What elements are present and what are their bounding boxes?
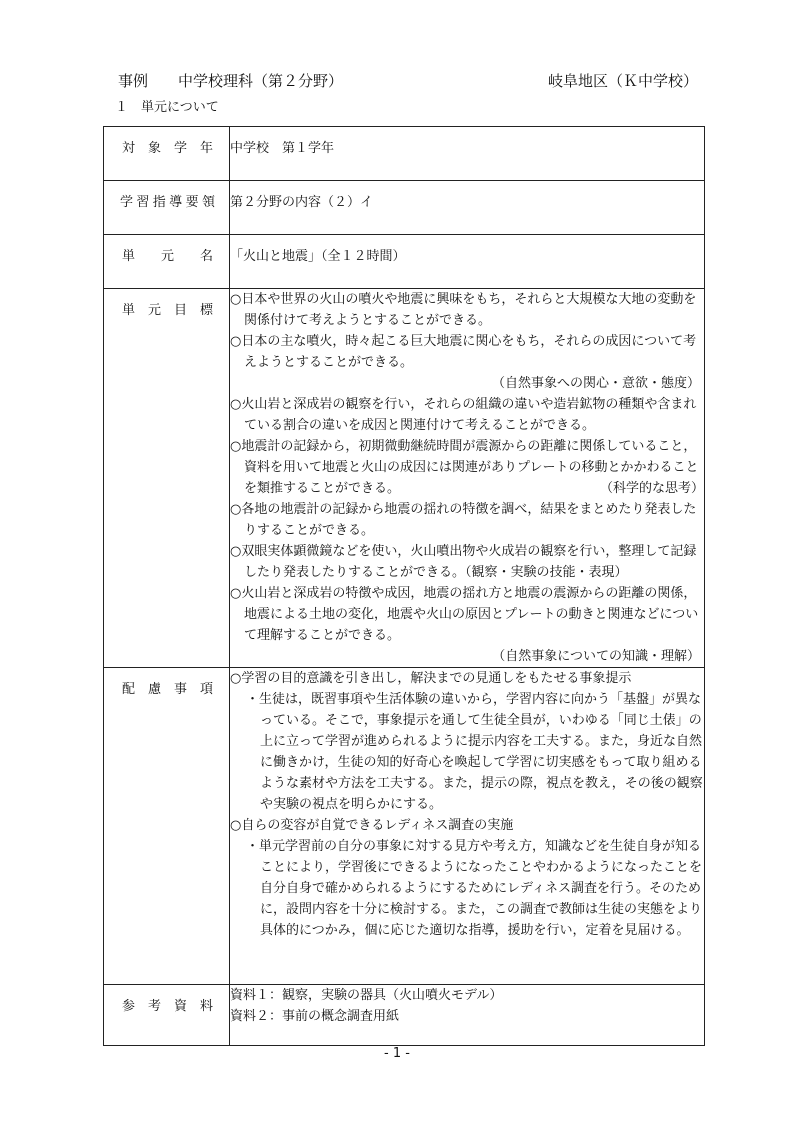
objective-evaluation-note: （科学的な思考）	[599, 481, 704, 496]
label-char: 資	[173, 999, 187, 1014]
label-char: 慮	[147, 682, 161, 697]
value-guideline: 第２分野の内容（２）イ	[230, 181, 705, 235]
reference-item: 資料１：観察，実験の器具（火山噴火モデル）	[230, 988, 503, 1003]
objective-evaluation-note: （自然事象についての知識・理解）	[492, 649, 700, 664]
label-char: 事	[173, 682, 187, 697]
row-grade	[104, 127, 705, 181]
label-char: 元	[160, 249, 174, 264]
label-char: 考	[147, 999, 161, 1014]
label-char: 導	[169, 195, 183, 210]
value-references	[230, 985, 705, 1046]
page-number: - 1 -	[384, 1046, 410, 1061]
objective-item: ○日本の主な噴火，時々起こる巨大地震に関心をもち，それらの成因について考えようとすることができる。	[230, 334, 697, 370]
label-char: 目	[173, 303, 187, 318]
header-region-school: 岐阜地区（Ｋ中学校）	[547, 72, 698, 90]
value-considerations	[230, 668, 705, 985]
label-char: 単	[122, 249, 136, 264]
label-char: 参	[122, 999, 136, 1014]
section-title: １ 単元について	[115, 100, 219, 115]
objective-item: ○火山岩と深成岩の観察を行い，それらの組織の違いや造岩鉱物の種類や含まれている割合の違いを成因と関連付けて考えることができる。	[230, 397, 697, 433]
objective-item	[230, 436, 704, 499]
header-case-title: 事例 中学校理科（第２分野）	[118, 72, 344, 90]
label-char: 学	[120, 195, 134, 210]
objective-item: ○双眼実体顕微鏡などを使い，火山噴出物や火成岩の観察を行い，整理して記録したり発表したりすることができる。（観察・実験の技能・表現）	[230, 544, 697, 580]
label-char: 学	[173, 141, 187, 156]
label-char: 要	[185, 195, 199, 210]
label-char: 単	[122, 303, 136, 318]
row-references	[104, 985, 705, 1046]
value-unit-name: 「火山と地震」（全１２時間）	[230, 235, 705, 289]
objective-item: ○日本や世界の火山の噴火や地震に興味をもち，それらと大規模な大地の変動を関係付けて考えようとすることができる。	[230, 292, 697, 328]
value-grade: 中学校 第１学年	[230, 127, 705, 181]
label-unit-name	[104, 235, 230, 289]
objective-item: ○火山岩と深成岩の特徴や成因，地震の揺れ方と地震の震源からの距離の関係，地震による土地の変化，地震や火山の原因とプレートの動きと関連などについて理解することができる。	[230, 586, 699, 643]
value-objectives	[230, 289, 705, 668]
objective-evaluation-note: （自然事象への関心・意欲・態度）	[491, 376, 700, 391]
label-objectives	[104, 289, 230, 668]
label-char: 配	[122, 682, 136, 697]
row-unit-name	[104, 235, 705, 289]
label-char: 名	[199, 249, 213, 264]
consideration-heading: ○自らの変容が自覚できるレディネス調査の実施	[230, 818, 514, 833]
reference-item: 資料２：事前の概念調査用紙	[230, 1009, 400, 1024]
row-guideline	[104, 181, 705, 235]
label-char: 元	[147, 303, 161, 318]
label-char: 象	[147, 141, 161, 156]
label-char: 料	[199, 999, 213, 1014]
label-char: 領	[201, 195, 215, 210]
row-considerations	[104, 668, 705, 985]
label-grade	[104, 127, 230, 181]
consideration-detail: ・生徒は，既習事項や生活体験の違いから，学習内容に向かう「基盤」が異なっている。そこで，事象提示を通して生徒全員が，いわゆる「同じ土俵」の上に立って学習が進められるように提示内容を工夫する。また，身近な自然に働きかけ，生徒の知的好奇心を喚起して学習に切実感をもって取り組めるような素材や方法を工夫する。また，提示の際，視点を教え，その後の観察や実験の視点を明らかにする。	[246, 692, 703, 812]
label-char: 標	[199, 303, 213, 318]
row-objectives	[104, 289, 705, 668]
page-header	[118, 70, 698, 94]
label-guideline	[104, 181, 230, 235]
consideration-detail: ・単元学習前の自分の事象に対する見方や考え方，知識などを生徒自身が知ることにより，学習後にできるようになったことやわかるようになったことを自分自身で確かめられるようにするためにレディネス調査を行う。そのために，設問内容を十分に検討する。また，この調査で教師は生徒の実態をより具体的につかみ，個に応じた適切な指導，援助を行い，定着を見届ける。	[246, 839, 703, 938]
label-char: 対	[122, 141, 136, 156]
label-considerations	[104, 668, 230, 985]
label-char: 習	[136, 195, 150, 210]
unit-table	[103, 126, 705, 1046]
objective-item: ○各地の地震計の記録から地震の揺れの特徴を調べ，結果をまとめたり発表したりすることができる。	[230, 502, 697, 538]
label-char: 指	[152, 195, 166, 210]
label-references	[104, 985, 230, 1046]
objective-item-text: ○地震計の記録から，初期微動継続時間が震源からの距離に関係していること，資料を用いて地震と火山の成因には関連がありプレートの移動とかかわることを類推することができる。	[230, 439, 699, 496]
consideration-heading: ○学習の目的意識を引き出し，解決までの見通しをもたせる事象提示	[230, 671, 632, 686]
label-char: 年	[199, 141, 213, 156]
label-char: 項	[199, 682, 213, 697]
